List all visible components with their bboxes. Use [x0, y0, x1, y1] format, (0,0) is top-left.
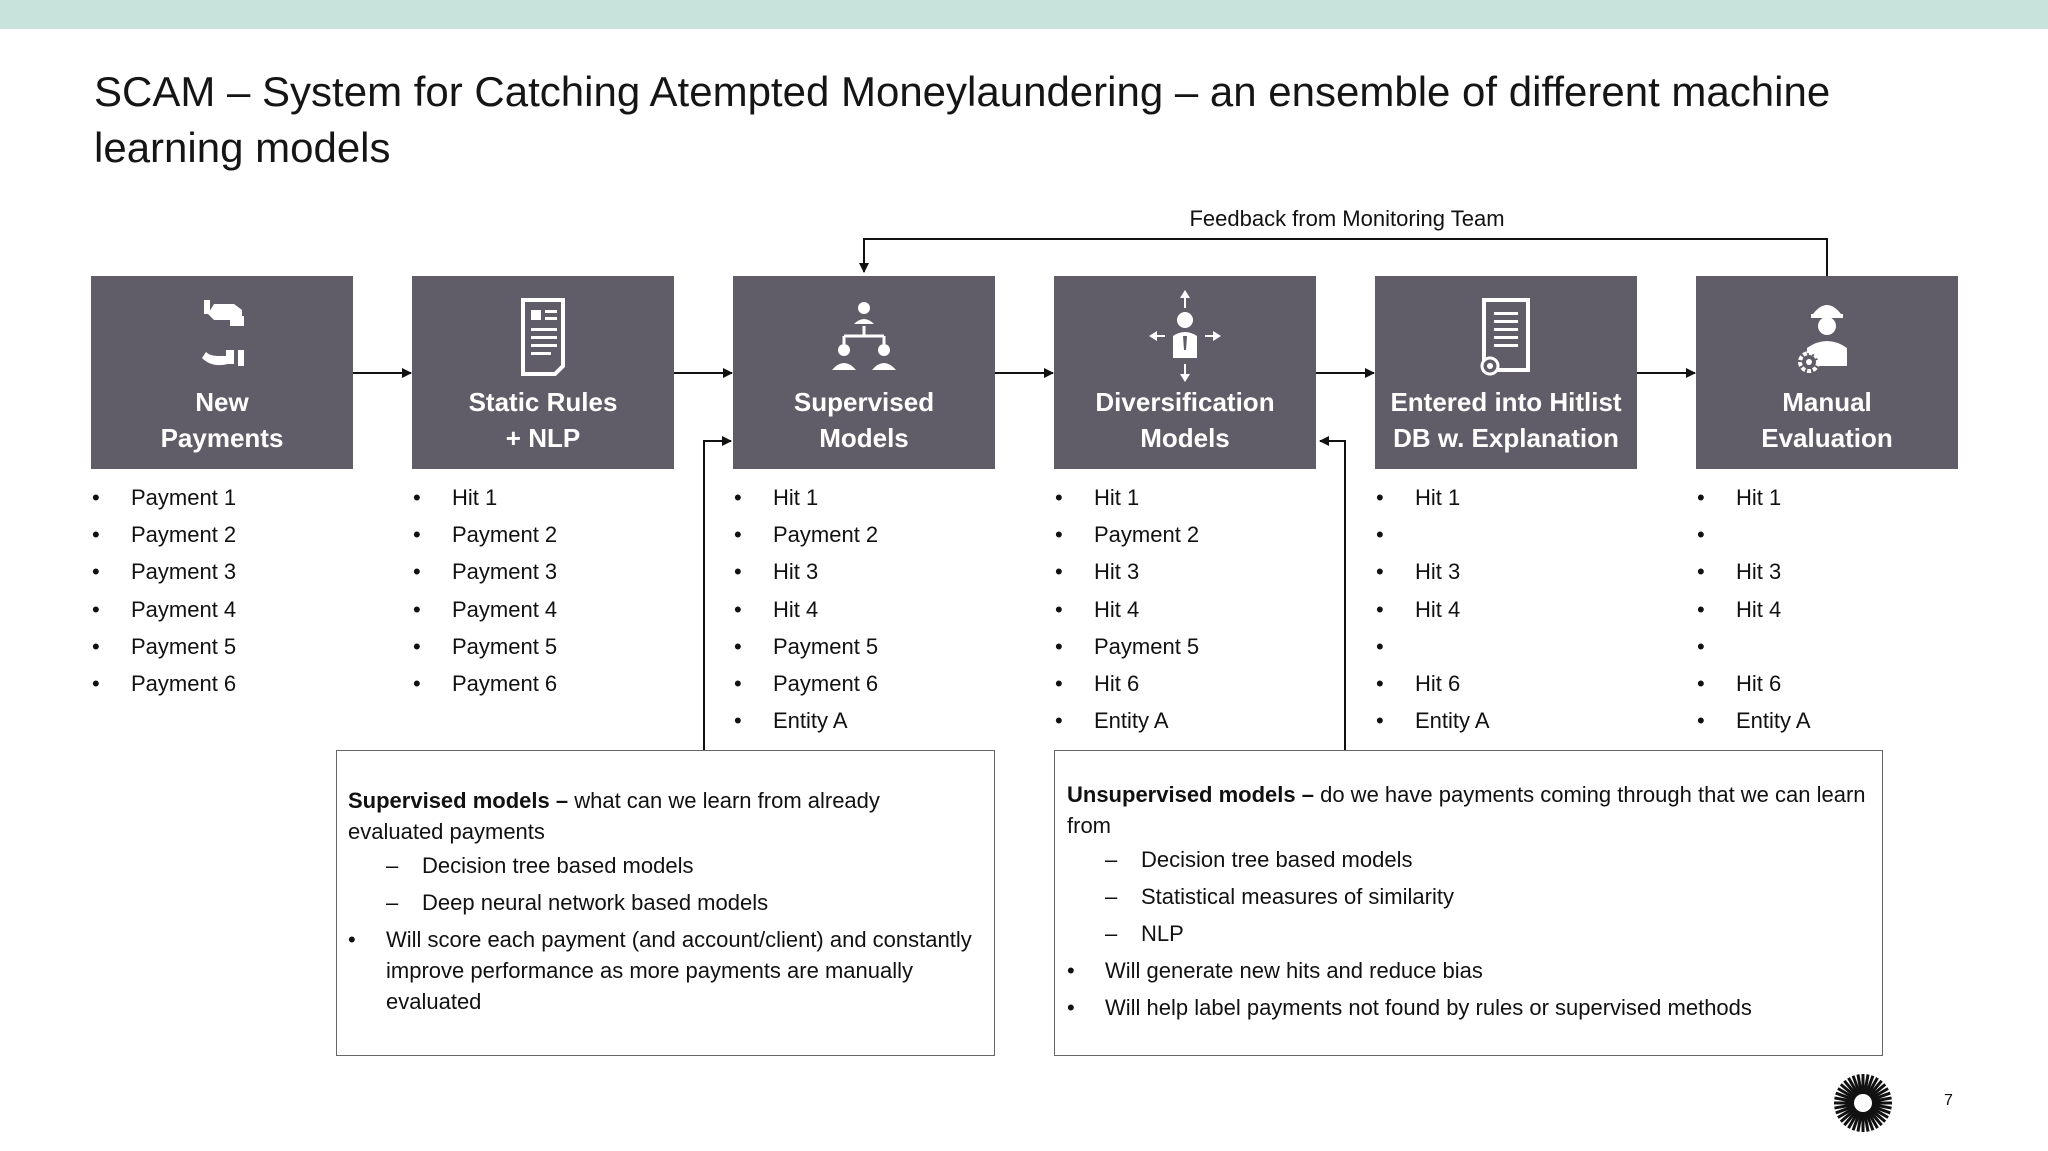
unsupervised-panel-intro-text: do we have payments coming through that we can learn from: [1067, 782, 1866, 838]
list-item: • Entity A: [734, 705, 878, 742]
list-item: • Hit 6: [1697, 668, 1811, 705]
stage-items-hitlist: [1376, 482, 1490, 742]
stage-label-line1: New: [195, 387, 249, 417]
list-item: • Hit 1: [1376, 482, 1490, 519]
unsupervised-models-panel: [1054, 750, 1883, 1056]
list-item: • Hit 3: [1697, 556, 1811, 593]
list-item: • Payment 2: [1055, 519, 1199, 556]
stage-manual-evaluation: [1696, 276, 1958, 469]
stage-hitlist-db: [1375, 276, 1637, 469]
slide-title: SCAM – System for Catching Atempted Moneylaundering – an ensemble of different machine learning models: [94, 68, 1831, 171]
supervised-panel-intro-text: what can we learn from already evaluated payments: [348, 788, 880, 844]
worker-gear-icon: [1696, 286, 1958, 386]
list-item: • Payment 2: [92, 519, 236, 556]
stage-diversification-models: [1054, 276, 1316, 469]
person-arrows-icon: [1054, 286, 1316, 386]
stage-label-line1: Entered into Hitlist: [1390, 387, 1622, 417]
list-item: • Payment 5: [92, 631, 236, 668]
feedback-label: Feedback from Monitoring Team: [1189, 206, 1505, 231]
page-number: 7: [1944, 1092, 1953, 1109]
list-item: • Payment 2: [413, 519, 557, 556]
supervised-dash-item: – Decision tree based models: [348, 847, 980, 884]
stage-label-line1: Diversification: [1095, 387, 1275, 417]
unsupervised-dash-item: – Decision tree based models: [1067, 841, 1868, 878]
list-item: • Hit 3: [1376, 556, 1490, 593]
list-item: • Entity A: [1376, 705, 1490, 742]
list-item: • Payment 6: [413, 668, 557, 705]
list-item: • Hit 6: [1376, 668, 1490, 705]
list-item: • Payment 6: [92, 668, 236, 705]
list-item: • Payment 6: [734, 668, 878, 705]
unsupervised-panel-intro: [1067, 779, 1868, 841]
list-item: • Hit 3: [1055, 556, 1199, 593]
stage-label-line2: Evaluation: [1761, 423, 1893, 453]
list-item: [1376, 519, 1490, 556]
list-item: • Hit 6: [1055, 668, 1199, 705]
stage-static-rules: [412, 276, 674, 469]
stage-supervised-models: [733, 276, 995, 469]
stage-label-line2: Models: [819, 423, 909, 453]
list-item: • Payment 2: [734, 519, 878, 556]
list-item: • Hit 1: [1055, 482, 1199, 519]
unsupervised-panel-heading: Unsupervised models –: [1067, 782, 1314, 807]
list-item: • Hit 4: [1376, 594, 1490, 631]
supervised-dash-item: – Deep neural network based models: [348, 884, 980, 921]
supervised-bullet-item: • Will score each payment (and account/client) and constantly improve performance as more payments are manually evaluated: [348, 924, 980, 1017]
unsupervised-bullet-item: • Will generate new hits and reduce bias: [1067, 952, 1868, 989]
stage-items-new-payments: [92, 482, 236, 705]
list-item: • Entity A: [1055, 705, 1199, 742]
stage-items-manual: [1697, 482, 1811, 742]
list-item: • Hit 1: [1697, 482, 1811, 519]
list-item: • Hit 4: [734, 594, 878, 631]
list-item: • Entity A: [1697, 705, 1811, 742]
unsupervised-bullet-item: • Will help label payments not found by rules or supervised methods: [1067, 989, 1868, 1026]
unsupervised-dash-item: – NLP: [1067, 915, 1868, 952]
supervised-panel-intro: [348, 785, 980, 847]
list-item: • Hit 4: [1697, 594, 1811, 631]
stage-items-diversification: [1055, 482, 1199, 742]
stage-items-supervised: [734, 482, 878, 742]
unsupervised-dash-item: – Statistical measures of similarity: [1067, 878, 1868, 915]
certificate-icon: [1375, 286, 1637, 386]
list-item: [1376, 631, 1490, 668]
unsupervised-panel-connector: [1320, 441, 1345, 750]
document-icon: [412, 286, 674, 386]
list-item: • Payment 5: [413, 631, 557, 668]
list-item: • Payment 1: [92, 482, 236, 519]
supervised-panel-heading: Supervised models –: [348, 788, 569, 813]
payment-hands-icon: [91, 286, 353, 386]
feedback-loop-arrow: [864, 239, 1827, 276]
list-item: • Payment 4: [92, 594, 236, 631]
list-item: • Hit 4: [1055, 594, 1199, 631]
stage-label-line1: Static Rules: [468, 387, 618, 417]
stage-label-line1: Supervised: [793, 387, 935, 417]
stage-label-line2: Payments: [160, 423, 284, 453]
stage-label-line2: Models: [1140, 423, 1230, 453]
list-item: [1697, 631, 1811, 668]
list-item: • Hit 3: [734, 556, 878, 593]
org-chart-icon: [733, 286, 995, 386]
list-item: • Hit 1: [413, 482, 557, 519]
list-item: • Payment 3: [413, 556, 557, 593]
list-item: • Payment 5: [734, 631, 878, 668]
list-item: [1697, 519, 1811, 556]
list-item: • Hit 1: [734, 482, 878, 519]
list-item: • Payment 4: [413, 594, 557, 631]
company-logo-icon: [1832, 1072, 1894, 1134]
list-item: • Payment 3: [92, 556, 236, 593]
stage-label-line2: + NLP: [505, 423, 581, 453]
supervised-panel-connector: [704, 441, 731, 750]
supervised-models-panel: [336, 750, 995, 1056]
stage-items-static-rules: [413, 482, 557, 705]
stage-label-line2: DB w. Explanation: [1393, 423, 1619, 453]
list-item: • Payment 5: [1055, 631, 1199, 668]
stage-new-payments: [91, 276, 353, 469]
stage-label-line1: Manual: [1782, 387, 1872, 417]
